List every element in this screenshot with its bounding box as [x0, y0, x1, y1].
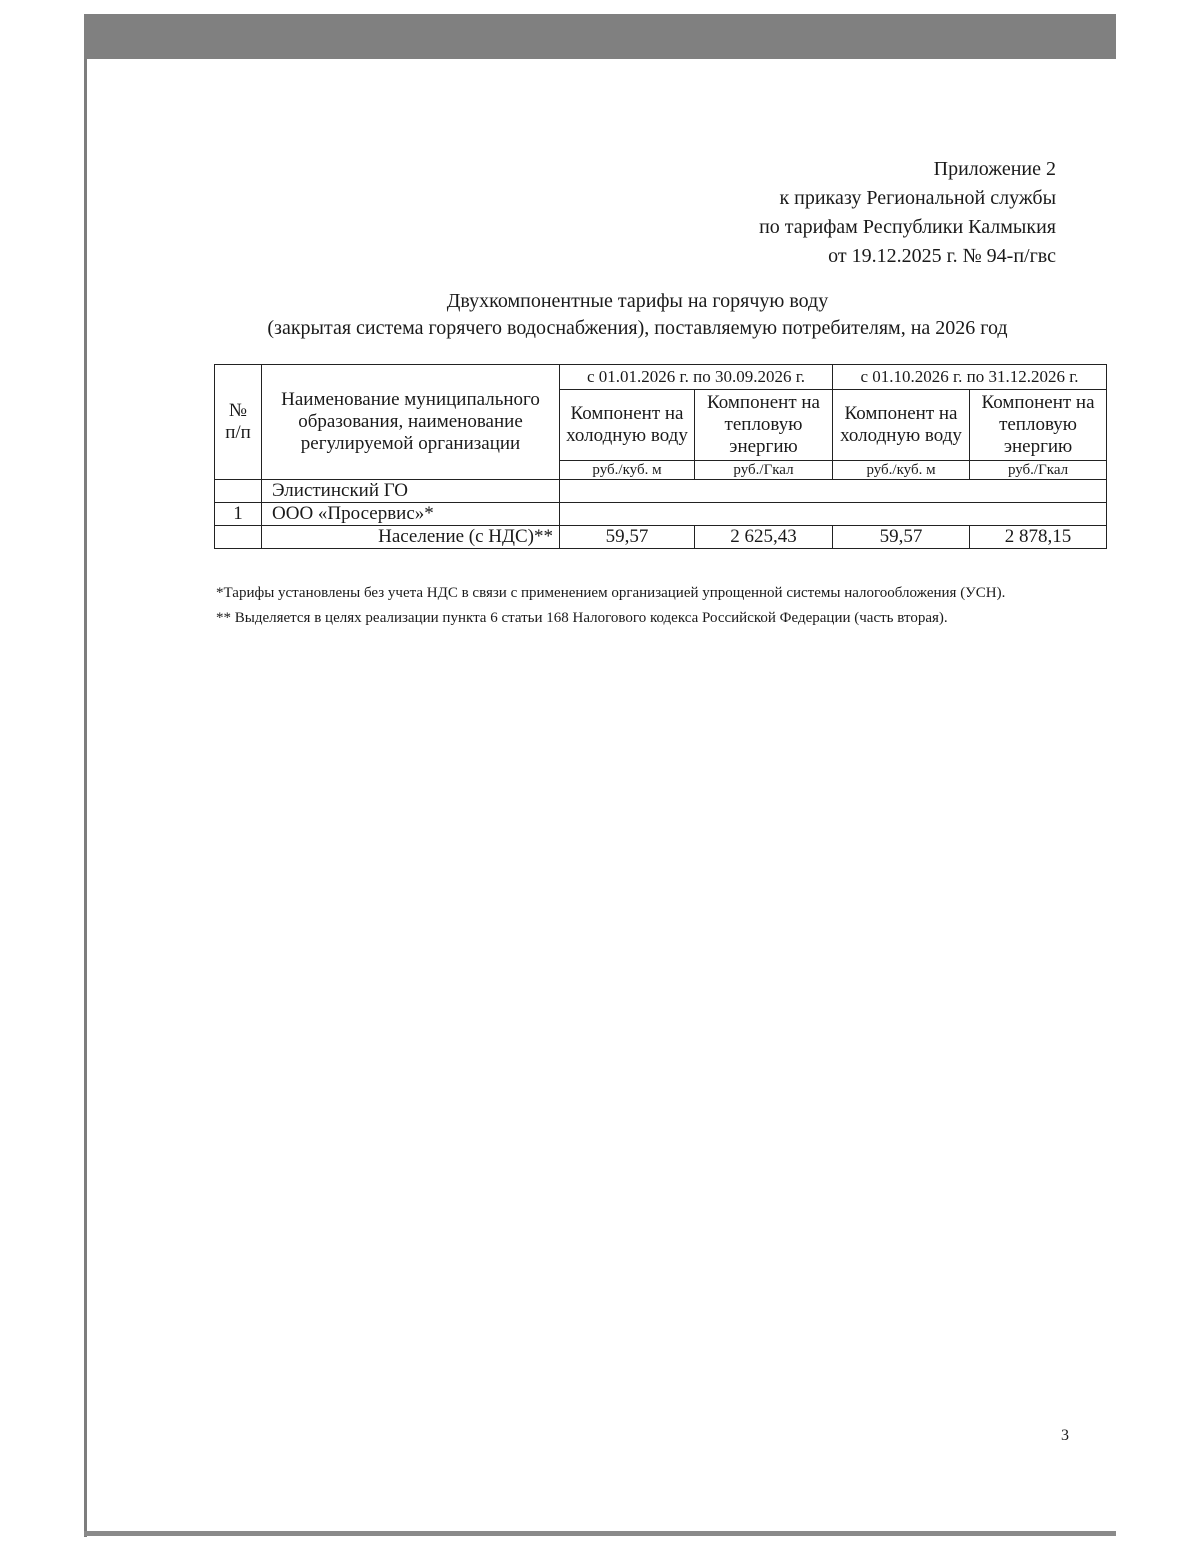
row-empty-values — [560, 480, 1107, 503]
header-p1-unit-heat: руб./Гкал — [695, 461, 833, 480]
footnotes — [216, 581, 1106, 631]
header-p1-unit-cold: руб./куб. м — [560, 461, 695, 480]
tariff-table — [214, 364, 1107, 549]
table-row-organization — [215, 503, 1107, 526]
header-period-1: с 01.01.2026 г. по 30.09.2026 г. — [560, 365, 833, 390]
appendix-line-4: от 19.12.2025 г. № 94-п/гвс — [828, 245, 1056, 267]
header-p2-unit-heat: руб./Гкал — [970, 461, 1107, 480]
header-p2-unit-cold: руб./куб. м — [833, 461, 970, 480]
row-num — [215, 480, 262, 503]
row-num — [215, 526, 262, 549]
appendix-line-3: по тарифам Республики Калмыкия — [759, 216, 1056, 238]
appendix-line-2: к приказу Региональной службы — [779, 187, 1056, 209]
header-p1-comp-heat: Компонент на тепловую энергию — [695, 390, 833, 461]
value-p1-heat: 2 625,43 — [695, 526, 833, 549]
value-p2-cold: 59,57 — [833, 526, 970, 549]
header-p2-comp-cold: Компонент на холодную воду — [833, 390, 970, 461]
page-number: 3 — [1061, 1427, 1069, 1444]
header-p1-comp-cold: Компонент на холодную воду — [560, 390, 695, 461]
header-period-2: с 01.10.2026 г. по 31.12.2026 г. — [833, 365, 1107, 390]
title-line-1: Двухкомпонентные тарифы на горячую воду — [446, 290, 829, 312]
header-num: № п/п — [215, 365, 262, 480]
document-title — [87, 288, 1116, 342]
header-p2-comp-heat: Компонент на тепловую энергию — [970, 390, 1107, 461]
row-name: Элистинский ГО — [262, 480, 560, 503]
row-empty-values — [560, 503, 1107, 526]
document-page — [87, 59, 1116, 1531]
appendix-block — [759, 155, 1056, 271]
row-name: ООО «Просервис»* — [262, 503, 560, 526]
value-p2-heat: 2 878,15 — [970, 526, 1107, 549]
title-line-2: (закрытая система горячего водоснабжения), поставляемую потребителям, на 2026 год — [267, 317, 1008, 339]
header-name: Наименование муниципального образования, наименование регулируемой организации — [262, 365, 560, 480]
scanner-top-bar — [84, 14, 1116, 59]
header-row-periods — [215, 365, 1107, 390]
footnote-1: *Тарифы установлены без учета НДС в связи с применением организацией упрощенной системы налогообложения (УСН). — [216, 585, 1006, 601]
appendix-line-1: Приложение 2 — [933, 158, 1056, 180]
table-row-population — [215, 526, 1107, 549]
row-num: 1 — [215, 503, 262, 526]
value-p1-cold: 59,57 — [560, 526, 695, 549]
row-name: Население (с НДС)** — [262, 526, 560, 549]
table-row-municipality — [215, 480, 1107, 503]
footnote-2: ** Выделяется в целях реализации пункта 6 статьи 168 Налогового кодекса Российской Федерации (часть вторая). — [216, 610, 948, 626]
page-bottom-edge — [84, 1531, 1116, 1536]
